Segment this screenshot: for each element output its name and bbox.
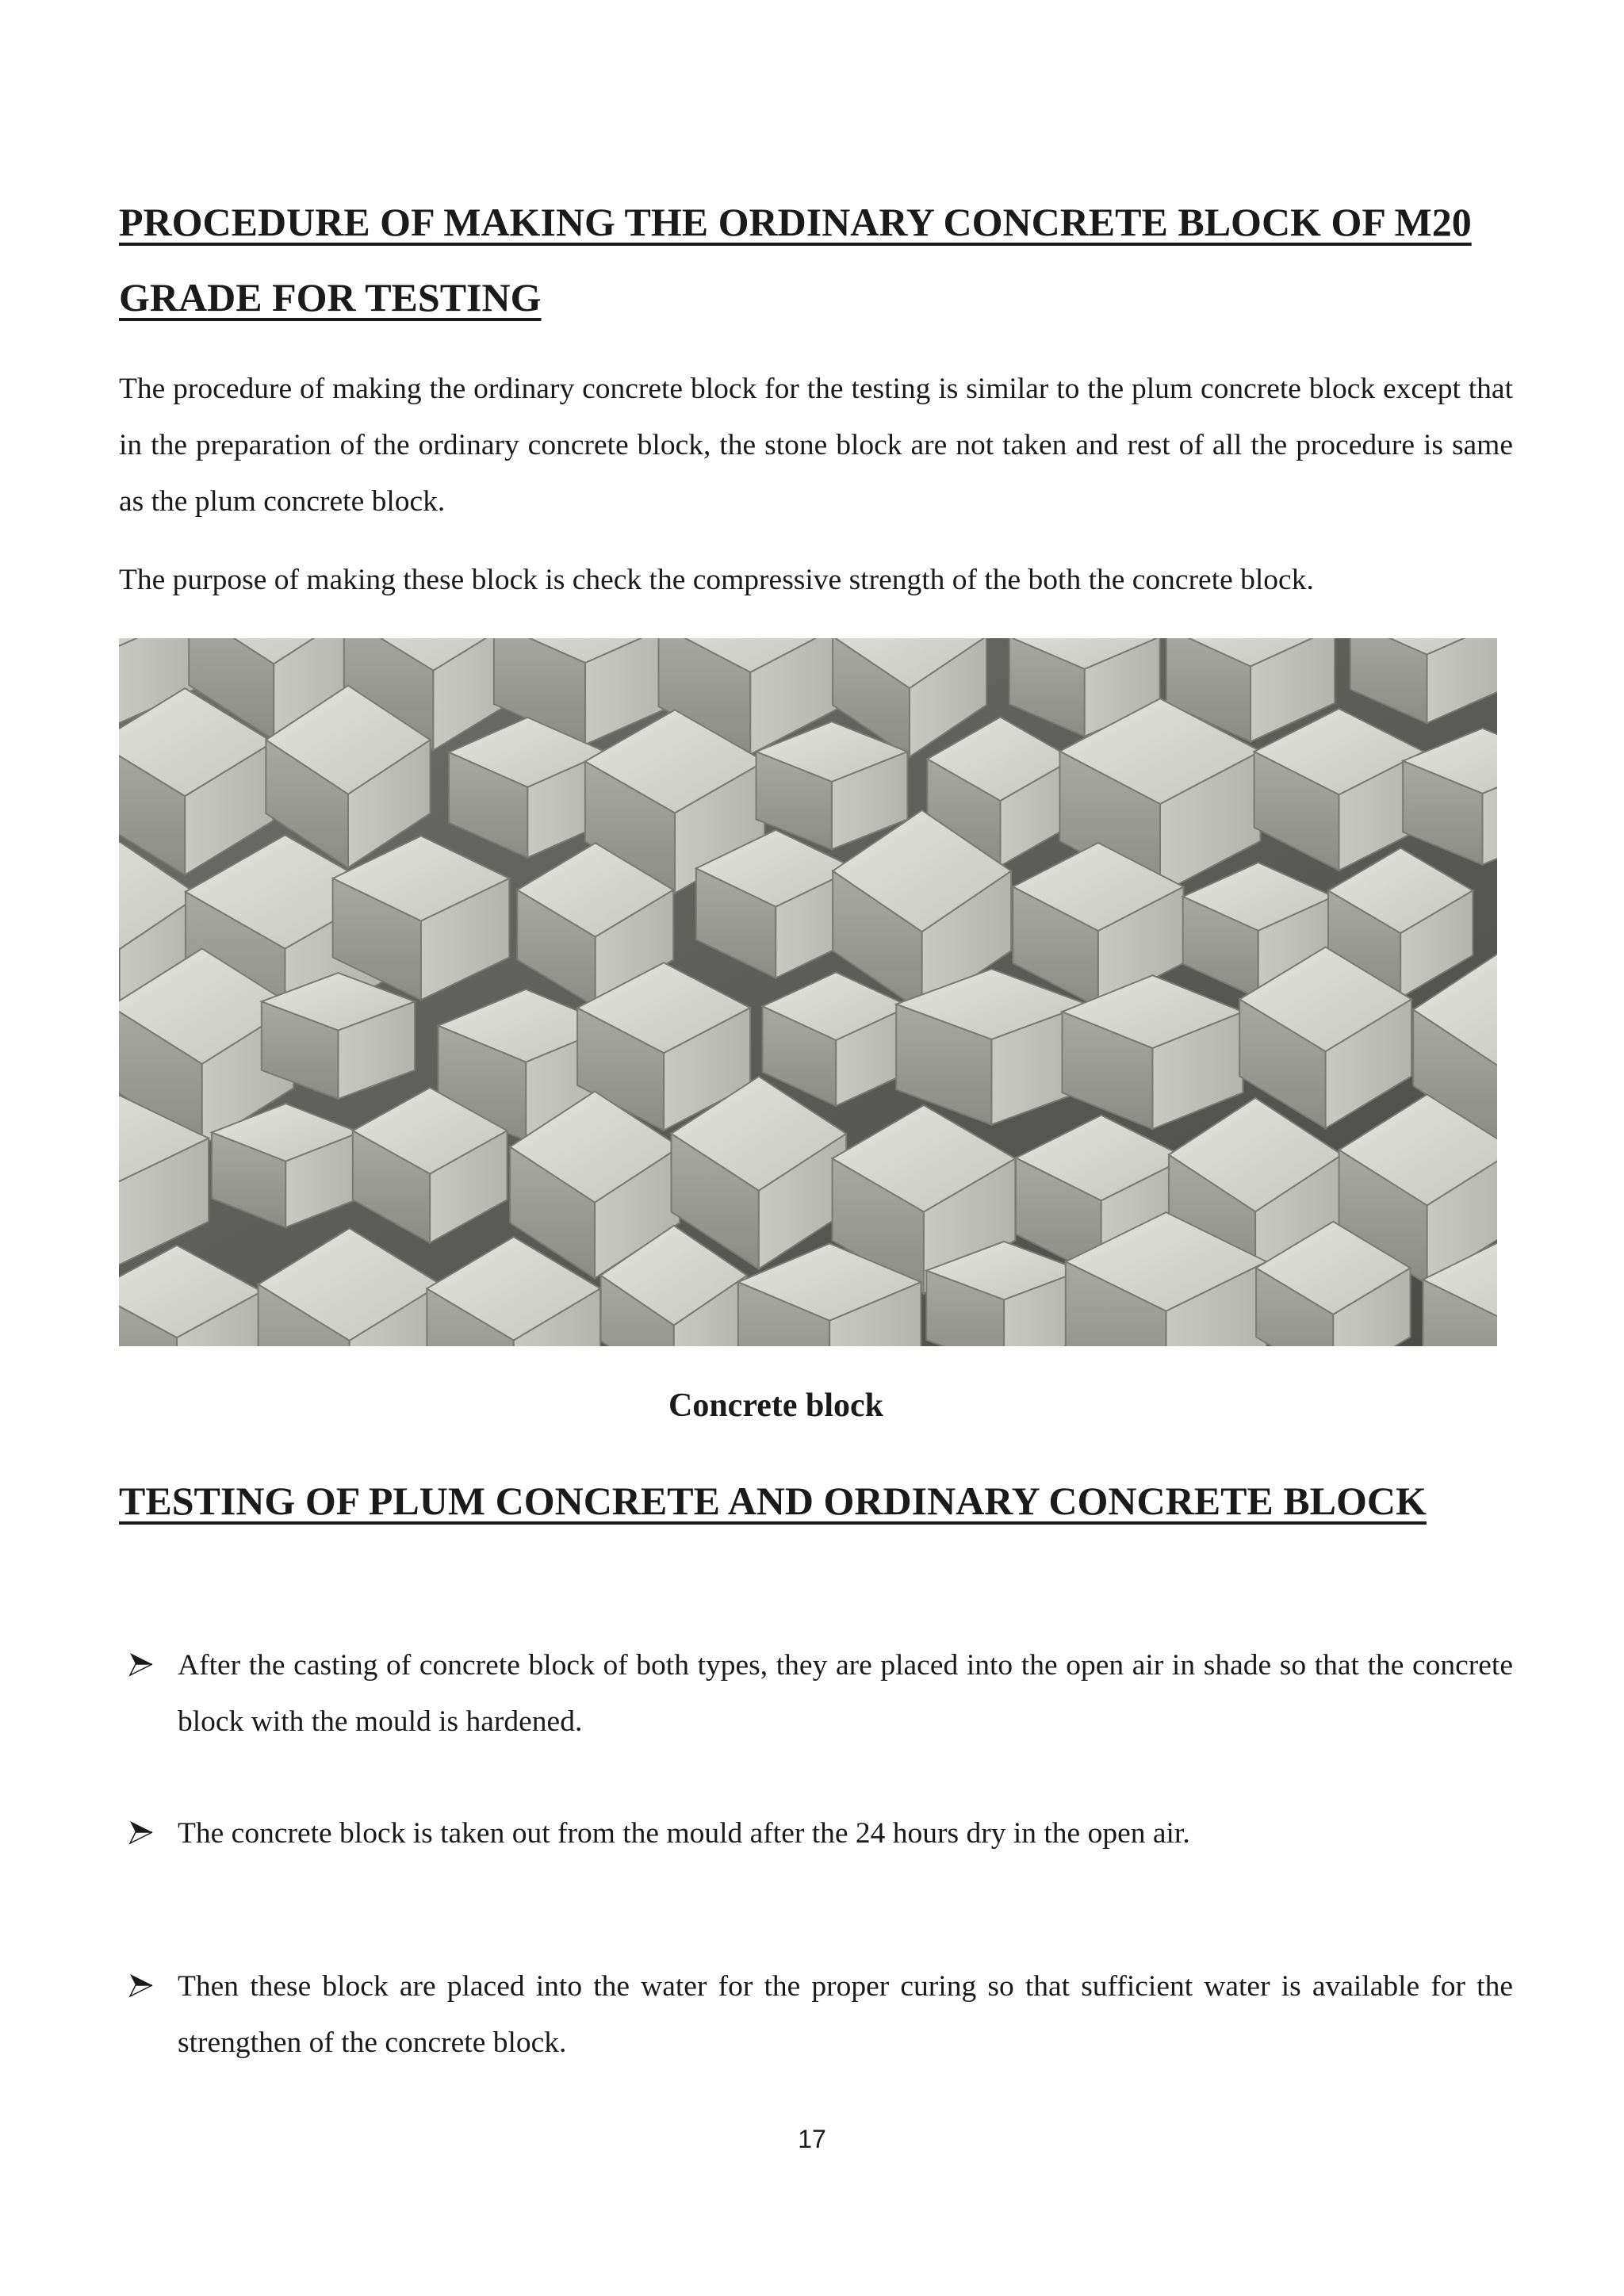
list-item-text: After the casting of concrete block of both types, they are placed into the open air in shade so that the concrete block with the mould is hardened. bbox=[178, 1649, 1513, 1738]
list-item-text: The concrete block is taken out from the mould after the 24 hours dry in the open air. bbox=[178, 1817, 1190, 1850]
page-number: 17 bbox=[798, 2125, 826, 2153]
section-heading-testing: TESTING OF PLUM CONCRETE AND ORDINARY CONCRETE BLOCK bbox=[119, 1479, 1427, 1523]
concrete-blocks-photo bbox=[119, 638, 1497, 1346]
list-item bbox=[119, 1637, 1513, 1750]
section-heading-procedure: PROCEDURE OF MAKING THE ORDINARY CONCRETE BLOCK OF M20 GRADE FOR TESTING bbox=[119, 200, 1472, 320]
arrowhead-bullet-icon bbox=[128, 1651, 154, 1677]
list-item bbox=[119, 1958, 1513, 2071]
list-item bbox=[119, 1805, 1513, 1862]
concrete-blocks-illustration bbox=[119, 638, 1497, 1346]
arrowhead-bullet-icon bbox=[128, 1973, 154, 1998]
purpose-paragraph: The purpose of making these block is check the compressive strength of the both the concrete block. bbox=[119, 564, 1314, 596]
list-item-text: Then these block are placed into the water for the proper curing so that sufficient water is available for the strengthen of the concrete block. bbox=[178, 1970, 1513, 2059]
figure-caption: Concrete block bbox=[668, 1387, 883, 1424]
procedure-paragraph: The procedure of making the ordinary concrete block for the testing is similar to the plum concrete block except that in the preparation of the ordinary concrete block, the stone block are not taken and rest of all the procedure is same as the plum concrete block. bbox=[119, 373, 1513, 518]
arrowhead-bullet-icon bbox=[128, 1820, 154, 1845]
